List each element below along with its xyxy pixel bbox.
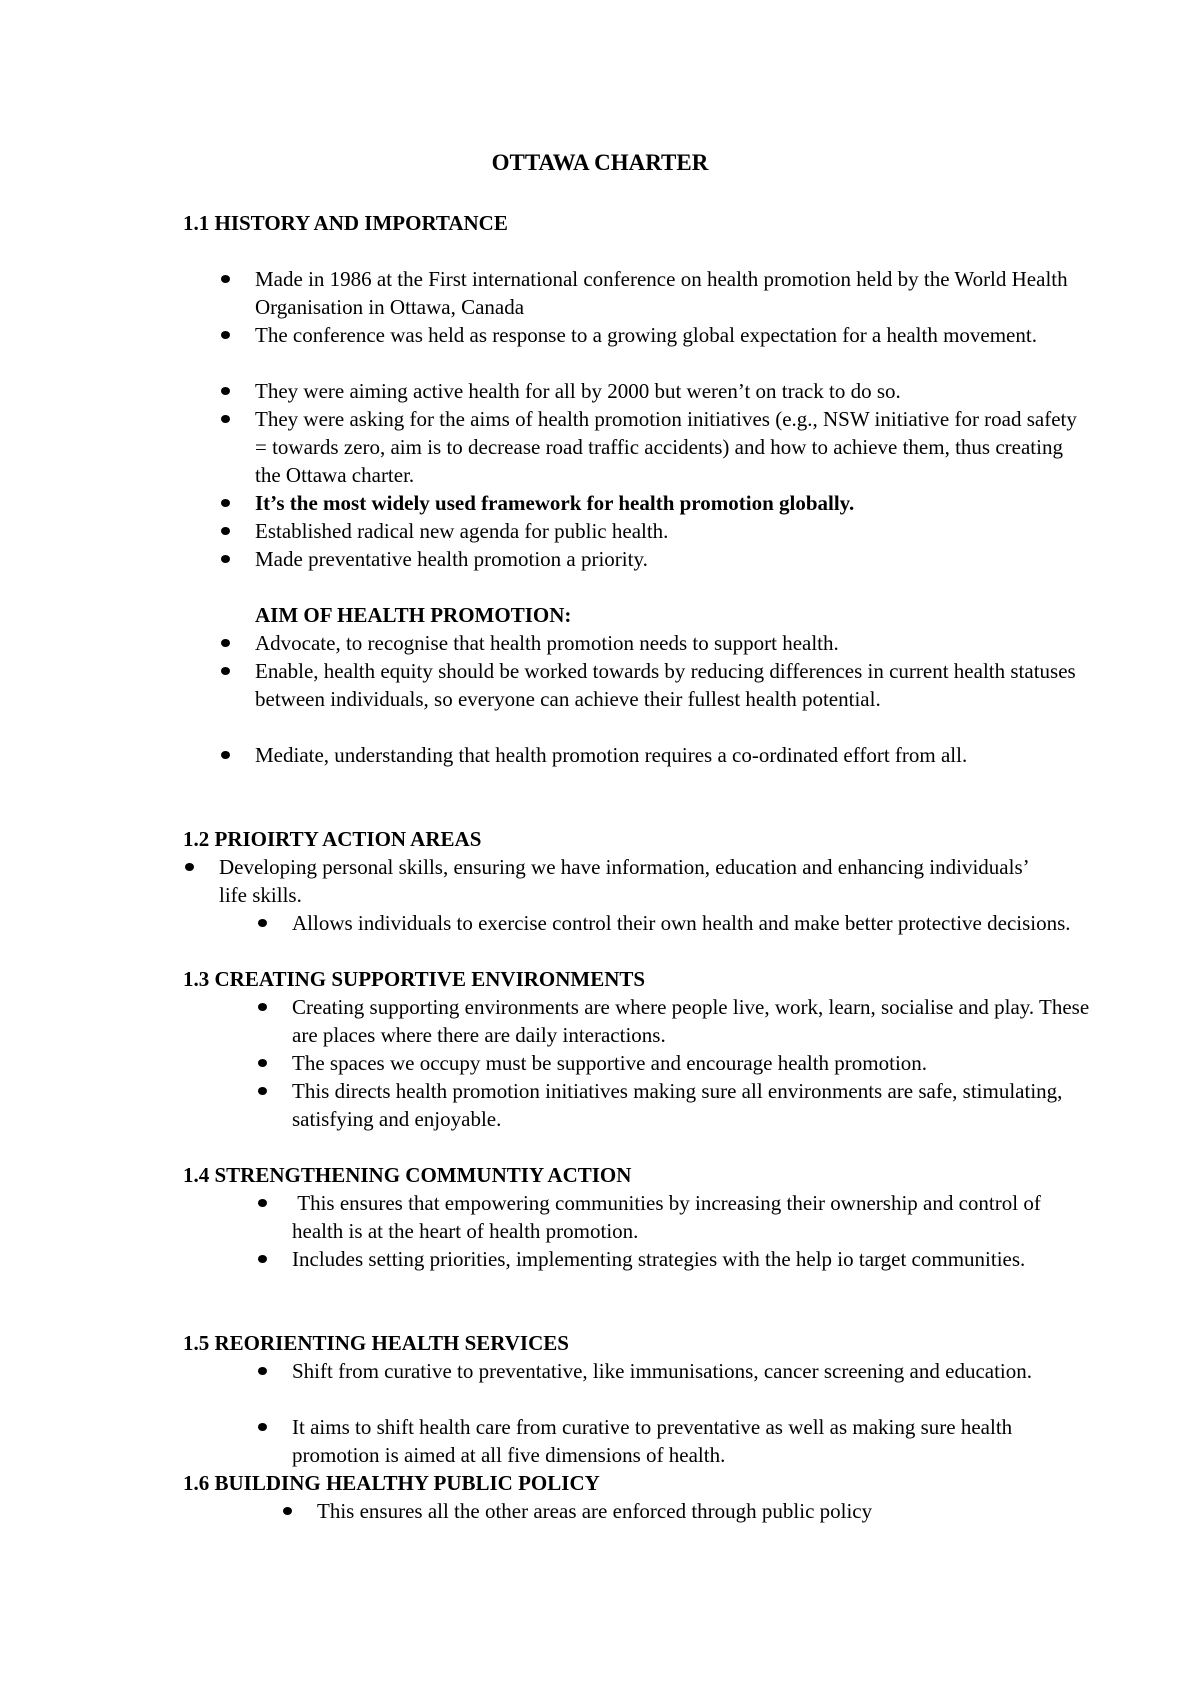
bullet-icon [258, 1367, 267, 1375]
document-title: OTTAWA CHARTER [491, 150, 709, 175]
bullet-icon [221, 751, 230, 759]
list-item: This ensures that empowering communities by increasing their ownership and control of health is at the heart of health promotion. [292, 1189, 1092, 1245]
list-item: Shift from curative to preventative, like immunisations, cancer screening and education. [292, 1357, 1092, 1385]
bullet-icon [221, 331, 230, 339]
section-heading-1-1: 1.1 HISTORY AND IMPORTANCE [183, 211, 508, 235]
list-item: Enable, health equity should be worked towards by reducing differences in current health statuses between individuals, so everyone can achieve their fullest health potential. [255, 657, 1085, 713]
list-item: Established radical new agenda for public health. [255, 517, 1085, 545]
bullet-icon [258, 919, 267, 927]
bullet-icon [258, 1087, 267, 1095]
list-item: Mediate, understanding that health promotion requires a co-ordinated effort from all. [255, 741, 1085, 769]
list-item: Made in 1986 at the First international conference on health promotion held by the World Health Organisation in Ottawa, Canada [255, 265, 1085, 321]
bullet-icon [221, 415, 230, 423]
list-item: Made preventative health promotion a priority. [255, 545, 1085, 573]
bullet-icon [221, 555, 230, 563]
list-item: This directs health promotion initiatives making sure all environments are safe, stimulating, satisfying and enjoyable. [292, 1077, 1092, 1133]
list-item: It aims to shift health care from curative to preventative as well as making sure health promotion is aimed at all five dimensions of health. [292, 1413, 1092, 1469]
bullet-icon [221, 499, 230, 507]
list-item: Allows individuals to exercise control their own health and make better protective decisions. [292, 909, 1092, 937]
bullet-icon [258, 1423, 267, 1431]
list-item: It’s the most widely used framework for health promotion globally. [255, 489, 1085, 517]
section-heading-1-3: 1.3 CREATING SUPPORTIVE ENVIRONMENTS [183, 967, 646, 991]
list-item: They were aiming active health for all by 2000 but weren’t on track to do so. [255, 377, 1085, 405]
bullet-icon [221, 639, 230, 647]
bullet-icon [258, 1199, 267, 1207]
bullet-icon [185, 863, 194, 871]
list-item: The spaces we occupy must be supportive and encourage health promotion. [292, 1049, 1092, 1077]
section-heading-1-5: 1.5 REORIENTING HEALTH SERVICES [183, 1331, 569, 1355]
bullet-icon [221, 527, 230, 535]
list-item: Creating supporting environments are where people live, work, learn, socialise and play. These are places where there are daily interactions. [292, 993, 1092, 1049]
list-item: Developing personal skills, ensuring we have information, education and enhancing individuals’ life skills. [219, 853, 1049, 909]
bullet-icon [221, 387, 230, 395]
list-item: They were asking for the aims of health promotion initiatives (e.g., NSW initiative for road safety = towards zero, aim is to decrease road traffic accidents) and how to achieve them, thus creating the Ottawa charter. [255, 405, 1085, 489]
list-item: Includes setting priorities, implementing strategies with the help io target communities. [292, 1245, 1092, 1273]
section-heading-1-2: 1.2 PRIOIRTY ACTION AREAS [183, 827, 482, 851]
bullet-icon [283, 1507, 292, 1515]
bullet-icon [258, 1059, 267, 1067]
bullet-icon [258, 1255, 267, 1263]
aim-heading: AIM OF HEALTH PROMOTION: [255, 603, 572, 627]
bullet-icon [221, 667, 230, 675]
section-heading-1-6: 1.6 BUILDING HEALTHY PUBLIC POLICY [183, 1471, 600, 1495]
bullet-icon [258, 1003, 267, 1011]
list-item: Advocate, to recognise that health promotion needs to support health. [255, 629, 1085, 657]
list-item: This ensures all the other areas are enforced through public policy [317, 1497, 1117, 1525]
bullet-icon [221, 275, 230, 283]
list-item: The conference was held as response to a growing global expectation for a health movement. [255, 321, 1085, 349]
section-heading-1-4: 1.4 STRENGTHENING COMMUNTIY ACTION [183, 1163, 632, 1187]
